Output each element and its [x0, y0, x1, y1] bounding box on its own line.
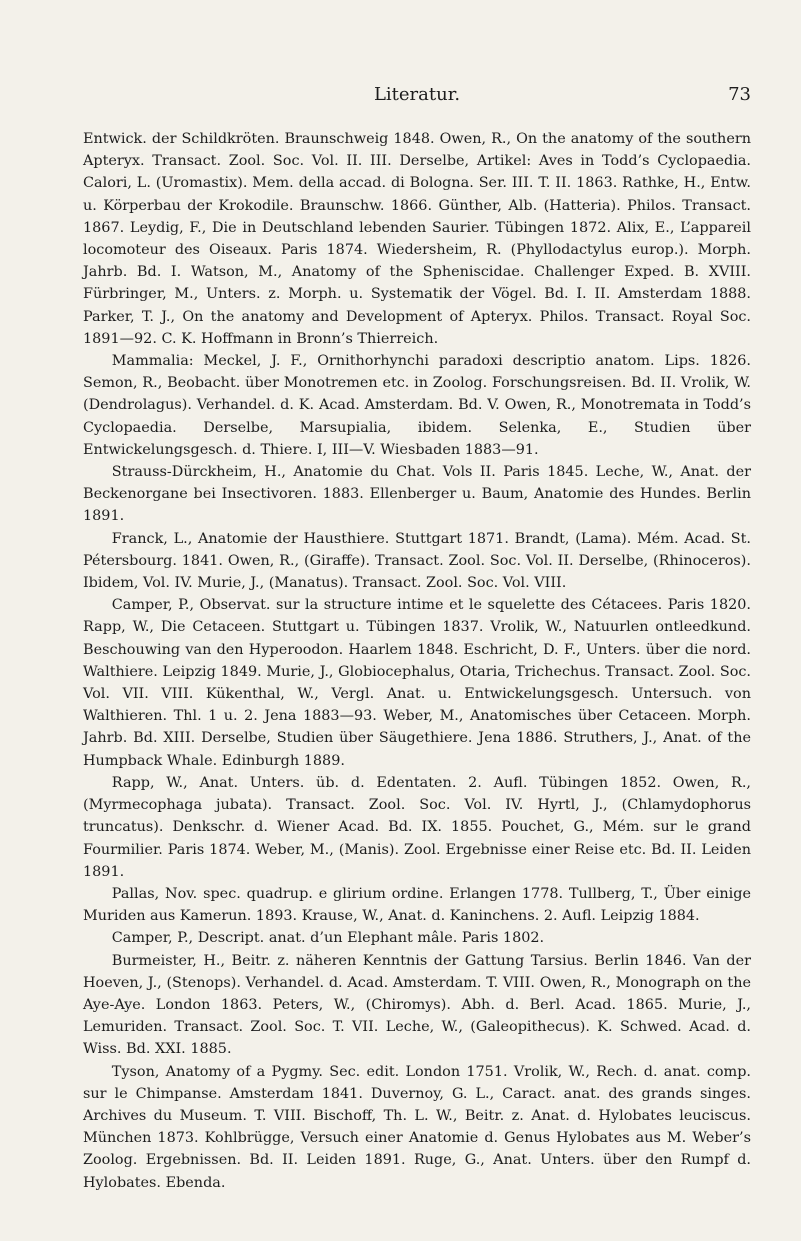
running-title: Literatur. — [373, 84, 461, 105]
paragraph-rodents: Pallas, Nov. spec. quadrup. e glirium ordine. Erlangen 1778. Tullberg, T., Über einige Muriden aus Kamerun. 1893. Krause, W., Anat. d. Kaninchens. 2. Aufl. Leipzig 1884. — [83, 885, 751, 925]
paragraph-reptiles-birds: Entwick. der Schildkröten. Braunschweig 1848. Owen, R., On the anatomy of the southern Apteryx. Transact. Zool. Soc. Vol. II. III. Derselbe, Artikel: Aves in Todd’s Cyclopaedia. Calori, L. (Uromastix). Mem. della accad. di Bologna. Ser. III. T. II. 1863. Rathke, H., Entw. u. Körperbau der Krokodile. Braunschw. 1866. Günther, Alb. (Hatteria). Philos. Transact. 1867. Leydig, F., Die in Deutschland lebenden Saurier. Tübingen 1872. Alix, E., L’appareil locomoteur des Oiseaux. Paris 1874. Wiedersheim, R. (Phyllodactylus europ.). Morph. Jahrb. Bd. I. Watson, M., Anatomy of the Spheniscidae. Challenger Exped. B. XVIII. Fürbringer, M., Unters. z. Morph. u. Systematik der Vögel. Bd. I. II. Amsterdam 1888. Parker, T. J., On the anatomy and Development of Apteryx. Philos. Transact. Royal Soc. 1891—92. C. K. Hoffmann in Bronn’s Thierreich. — [83, 131, 751, 347]
bibliography-text — [83, 128, 751, 1194]
running-header — [83, 84, 751, 110]
paragraph-ungulates: Franck, L., Anatomie der Hausthiere. Stuttgart 1871. Brandt, (Lama). Mém. Acad. St. Pétersbourg. 1841. Owen, R., (Giraffe). Transact. Zool. Soc. Vol. II. Derselbe, (Rhinoceros). Ibidem, Vol. IV. Murie, J., (Manatus). Transact. Zool. Soc. Vol. VIII. — [83, 530, 751, 592]
paragraph-carnivores: Strauss-Dürckheim, H., Anatomie du Chat. Vols II. Paris 1845. Leche, W., Anat. der Beckenorgane bei Insectivoren. 1883. Ellenberger u. Baum, Anatomie des Hundes. Berlin 1891. — [83, 464, 751, 525]
paragraph-mammalia: Mammalia: Meckel, J. F., Ornithorhynchi paradoxi descriptio anatom. Lips. 1826. Semon, R., Beobacht. über Monotremen etc. in Zoolog. Forschungsreisen. Bd. II. Vrolik, W. (Dendrolagus). Verhandel. d. K. Acad. Amsterdam. Bd. V. Owen, R., Monotremata in Todd’s Cyclopaedia. Derselbe, Marsupialia, ibidem. Selenka, E., Studien über Entwickelungsgesch. d. Thiere. I, III—V. Wiesbaden 1883—91. — [83, 353, 751, 458]
page-number: 73 — [728, 84, 751, 105]
paragraph-prosimians: Burmeister, H., Beitr. z. näheren Kenntnis der Gattung Tarsius. Berlin 1846. Van der Hoeven, J., (Stenops). Verhandel. d. Acad. Amsterdam. T. VIII. Owen, R., Monograph on the Aye-Aye. London 1863. Peters, W., (Chiromys). Abh. d. Berl. Acad. 1865. Murie, J., Lemuriden. Transact. Zool. Soc. T. VII. Leche, W., (Galeopithecus). K. Schwed. Acad. d. Wiss. Bd. XXI. 1885. — [83, 952, 751, 1058]
paragraph-edentates: Rapp, W., Anat. Unters. üb. d. Edentaten. 2. Aufl. Tübingen 1852. Owen, R., (Myrmecophaga jubata). Transact. Zool. Soc. Vol. IV. Hyrtl, J., (Chlamydophorus truncatus). Denkschr. d. Wiener Acad. Bd. IX. 1855. Pouchet, G., Mém. sur le grand Fourmilier. Paris 1874. Weber, M., (Manis). Zool. Ergebnisse einer Reise etc. Bd. II. Leiden 1891. — [83, 774, 751, 880]
paragraph-apes: Tyson, Anatomy of a Pygmy. Sec. edit. London 1751. Vrolik, W., Rech. d. anat. comp. sur le Chimpanse. Amsterdam 1841. Duvernoy, G. L., Caract. anat. des grands singes. Archives du Museum. T. VIII. Bischoff, Th. L. W., Beitr. z. Anat. d. Hylobates leuciscus. München 1873. Kohlbrügge, Versuch einer Anatomie d. Genus Hylobates aus M. Weber’s Zoolog. Ergebnissen. Bd. II. Leiden 1891. Ruge, G., Anat. Unters. über den Rumpf d. Hylobates. Ebenda. — [83, 1063, 751, 1191]
paragraph-cetaceans: Camper, P., Observat. sur la structure intime et le squelette des Cétacees. Paris 1820. Rapp, W., Die Cetaceen. Stuttgart u. Tübingen 1837. Vrolik, W., Natuurlen ontleedkund. Beschouwing van den Hyperoodon. Haarlem 1848. Eschricht, D. F., Unters. über die nord. Walthiere. Leipzig 1849. Murie, J., Globiocephalus, Otaria, Trichechus. Transact. Zool. Soc. Vol. VII. VIII. Kükenthal, W., Vergl. Anat. u. Entwickelungsgesch. Untersuch. von Walthieren. Thl. 1 u. 2. Jena 1883—93. Weber, M., Anatomisches über Cetaceen. Morph. Jahrb. Bd. XIII. Derselbe, Studien über Säugethiere. Jena 1886. Struthers, J., Anat. of the Humpback Whale. Edinburgh 1889. — [83, 597, 751, 769]
paragraph-elephant: Camper, P., Descript. anat. d’un Elephant mâle. Paris 1802. — [111, 930, 545, 947]
